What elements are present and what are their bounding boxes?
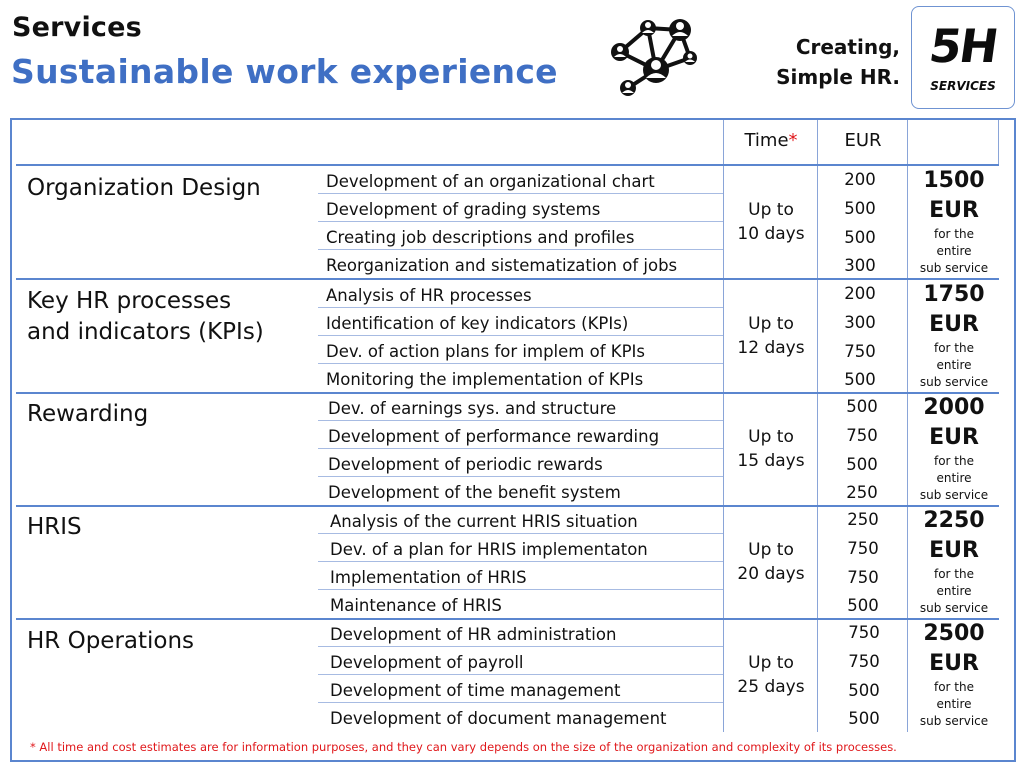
section-time: [724, 538, 818, 586]
service-item-eur: 250: [847, 510, 879, 529]
service-item-eur: 750: [847, 568, 879, 587]
total-amount: 2500: [923, 621, 985, 646]
service-item-label: Development of the benefit system: [328, 483, 621, 502]
service-item-eur: 500: [846, 455, 878, 474]
time-line-1: Up to: [748, 200, 794, 220]
item-divider: [318, 363, 723, 364]
service-item-label: Identification of key indicators (KPIs): [326, 314, 629, 333]
section-title: [27, 286, 264, 348]
item-divider: [318, 561, 723, 562]
item-divider: [318, 335, 723, 336]
section-time: [724, 198, 818, 246]
logo-mark: 5H: [925, 19, 1001, 73]
total-note: for the: [933, 454, 974, 468]
item-divider: [318, 674, 723, 675]
total-note: entire: [936, 244, 972, 258]
total-amount: 1750: [923, 282, 985, 307]
total-note: for the: [933, 341, 974, 355]
total-currency: EUR: [929, 538, 979, 563]
service-item-eur: 500: [847, 596, 879, 615]
total-currency: EUR: [929, 651, 979, 676]
section-title: Rewarding: [27, 401, 149, 427]
service-item-eur: 750: [846, 426, 878, 445]
item-divider: [318, 589, 723, 590]
service-item-label: Creating job descriptions and profiles: [326, 228, 635, 247]
header-divider: [16, 164, 999, 166]
time-line-1: Up to: [748, 540, 794, 560]
service-item-eur: 750: [848, 623, 880, 642]
service-item-label: Analysis of the current HRIS situation: [330, 512, 638, 531]
column-header-eur: EUR: [844, 130, 882, 151]
service-item-label: Analysis of HR processes: [326, 286, 532, 305]
section-time: [724, 312, 818, 360]
item-divider: [318, 221, 723, 222]
service-item-label: Development of performance rewarding: [328, 427, 660, 446]
section-title-line-1: Key HR processes: [27, 288, 232, 314]
time-line-1: Up to: [748, 427, 794, 447]
total-note: sub service: [919, 601, 989, 615]
footnote: * All time and cost estimates are for information purposes, and they can vary depends on the size of the organization and complexity of its processes.: [30, 740, 897, 754]
service-item-label: Development of grading systems: [326, 200, 601, 219]
company-logo: [911, 6, 1015, 109]
section-title-line-2: and indicators (KPIs): [27, 319, 264, 345]
item-divider: [318, 533, 723, 534]
service-item-label: Development of an organizational chart: [326, 172, 655, 191]
service-item-eur: 500: [844, 199, 876, 218]
service-item-label: Reorganization and sistematization of jobs: [326, 256, 678, 275]
item-divider: [318, 646, 723, 647]
item-divider: [318, 307, 723, 308]
item-divider: [318, 420, 723, 421]
service-item-eur: 300: [844, 313, 876, 332]
time-line-2: 20 days: [737, 564, 805, 584]
time-line-2: 25 days: [737, 677, 805, 697]
section-title: HRIS: [27, 514, 82, 540]
service-item-eur: 300: [844, 256, 876, 275]
total-note: entire: [936, 471, 972, 485]
total-note: sub service: [919, 375, 989, 389]
item-divider: [318, 702, 723, 703]
time-line-2: 15 days: [737, 451, 805, 471]
section-total: [908, 393, 1000, 504]
total-note: sub service: [919, 261, 989, 275]
total-note: for the: [933, 567, 974, 581]
total-note: for the: [933, 227, 974, 241]
total-note: entire: [936, 358, 972, 372]
column-header-time: Time*: [744, 130, 798, 151]
service-item-label: Development of periodic rewards: [328, 455, 603, 474]
item-divider: [318, 448, 723, 449]
service-item-eur: 200: [844, 284, 876, 303]
service-item-eur: 750: [848, 652, 880, 671]
page-title: Services: [12, 12, 142, 43]
service-item-label: Dev. of earnings sys. and structure: [328, 399, 617, 418]
total-note: sub service: [919, 714, 989, 728]
total-currency: EUR: [929, 198, 979, 223]
column-divider: [998, 120, 999, 165]
section-time: [724, 425, 818, 473]
section-total: [908, 280, 1000, 391]
service-item-label: Dev. of action plans for implem of KPIs: [326, 342, 645, 361]
service-item-eur: 500: [846, 397, 878, 416]
section-divider: [16, 392, 999, 394]
time-line-1: Up to: [748, 314, 794, 334]
total-amount: 2000: [923, 395, 985, 420]
total-currency: EUR: [929, 312, 979, 337]
time-line-1: Up to: [748, 653, 794, 673]
time-line-2: 10 days: [737, 224, 805, 244]
total-amount: 1500: [923, 168, 985, 193]
service-item-label: Development of time management: [330, 681, 621, 700]
total-currency: EUR: [929, 425, 979, 450]
section-divider: [16, 505, 999, 507]
section-title: Organization Design: [27, 175, 261, 201]
section-divider: [16, 618, 999, 620]
page-subtitle: Sustainable work experience: [11, 52, 558, 91]
service-item-label: Monitoring the implementation of KPIs: [326, 370, 644, 389]
item-divider: [318, 193, 723, 194]
section-time: [724, 651, 818, 699]
tagline-line-1: Creating,: [795, 35, 900, 59]
item-divider: [318, 476, 723, 477]
total-amount: 2250: [923, 508, 985, 533]
service-item-label: Implementation of HRIS: [330, 568, 527, 587]
service-item-label: Development of HR administration: [330, 625, 617, 644]
service-item-eur: 200: [844, 170, 876, 189]
service-item-eur: 250: [846, 483, 878, 502]
tagline: [776, 32, 900, 92]
service-item-label: Development of document management: [330, 709, 667, 728]
service-item-eur: 500: [844, 228, 876, 247]
service-item-eur: 500: [848, 709, 880, 728]
section-total: [908, 619, 1000, 730]
section-total: [908, 506, 1000, 617]
total-note: entire: [936, 697, 972, 711]
service-item-eur: 750: [847, 539, 879, 558]
section-divider: [16, 278, 999, 280]
service-item-eur: 500: [848, 681, 880, 700]
item-divider: [318, 249, 723, 250]
total-note: entire: [936, 584, 972, 598]
time-line-2: 12 days: [737, 338, 805, 358]
total-note: for the: [933, 680, 974, 694]
service-item-eur: 750: [844, 342, 876, 361]
people-network-icon: [604, 14, 700, 100]
logo-wordmark: SERVICES: [930, 79, 996, 93]
total-note: sub service: [919, 488, 989, 502]
section-total: [908, 166, 1000, 277]
service-item-label: Maintenance of HRIS: [330, 596, 502, 615]
service-item-label: Dev. of a plan for HRIS implementaton: [330, 540, 648, 559]
tagline-line-2: Simple HR.: [776, 65, 900, 89]
service-item-eur: 500: [844, 370, 876, 389]
service-item-label: Development of payroll: [330, 653, 524, 672]
section-title: HR Operations: [27, 628, 195, 654]
